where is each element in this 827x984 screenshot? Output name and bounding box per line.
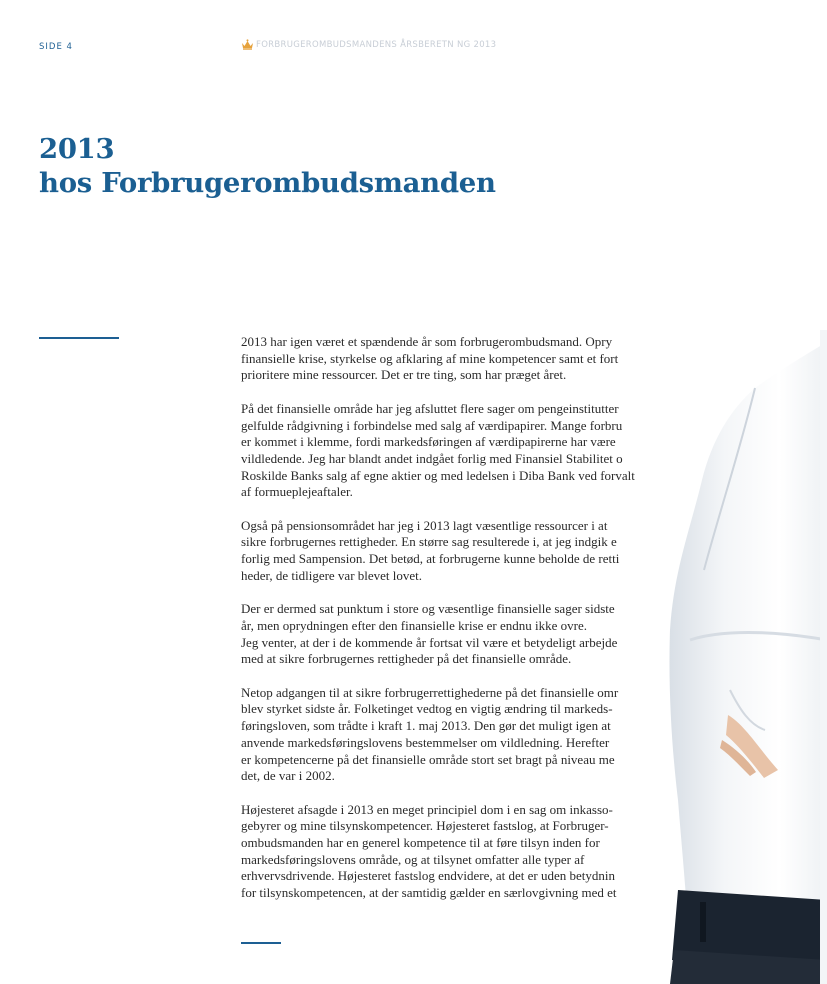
text-line: forlig med Sampension. Det betød, at forbrugerne kunne beholde de retti — [241, 551, 620, 567]
text-line: Også på pensionsområdet har jeg i 2013 lagt væsentlige ressourcer i at — [241, 517, 608, 533]
text-line: heder, de tidligere var blevet lovet. — [241, 567, 423, 583]
paragraph — [241, 802, 648, 902]
text-line: år, men oprydningen efter den finansielle krise er endnu ikke ovre. — [241, 617, 588, 633]
text-line: gebyrer og mine tilsynskompetencer. Højesteret fastslog, at Forbruger- — [241, 818, 609, 834]
paragraph — [241, 334, 648, 384]
article-body — [241, 334, 648, 904]
text-line: gelfulde rådgivning i forbindelse med salg af værdipapirer. Mange forbru — [241, 417, 623, 433]
crown-icon — [241, 39, 254, 50]
paragraph — [241, 401, 648, 501]
text-line: finansielle krise, styrkelse og afklaring af mine kompetencer samt et fort — [241, 350, 619, 366]
text-line: Der er dermed sat punktum i store og væsentlige finansielle sager sidste — [241, 601, 615, 617]
text-line: for tilsynskompetencen, at der samtidig gælder en særlovgivning med et — [241, 885, 617, 901]
text-line: det, de var i 2002. — [241, 768, 335, 784]
text-line: Roskilde Banks salg af egne aktier og med ledelsen i Diba Bank ved forvalt — [241, 467, 635, 483]
text-line: markedsføringslovens område, og at tilsynet omfatter alle typer af — [241, 851, 585, 867]
text-line: er kompetencerne på det finansielle område stort set bragt på niveau me — [241, 751, 615, 767]
running-title: FORBRUGEROMBUDSMANDENS ÅRSBERETN NG 2013 — [256, 39, 497, 50]
page-title — [39, 132, 496, 200]
divider-rule — [39, 337, 119, 339]
text-line: erhvervsdrivende. Højesteret fastslog endvidere, at det er uden betydnin — [241, 868, 615, 884]
end-rule — [241, 942, 281, 944]
paragraph — [241, 601, 648, 668]
title-year: 2013 — [39, 133, 115, 165]
text-line: anvende markedsføringslovens bestemmelser om vildledning. Herefter — [241, 734, 610, 750]
text-line: føringsloven, som trådte i kraft 1. maj 2013. Den gør det muligt igen at — [241, 718, 611, 734]
text-line: Netop adgangen til at sikre forbrugerrettighederne på det finansielle omr — [241, 684, 619, 700]
text-line: med at sikre forbrugernes rettigheder på det finansielle område. — [241, 651, 572, 667]
title-subtitle: hos Forbrugerombudsmanden — [39, 167, 496, 199]
text-line: er kommet i klemme, fordi markedsføringen af værdipapirerne har være — [241, 434, 616, 450]
page-number: SIDE 4 — [39, 42, 73, 52]
text-line: 2013 har igen været et spændende år som forbrugerombudsmand. Opry — [241, 334, 613, 349]
text-line: På det finansielle område har jeg afsluttet flere sager om pengeinstitutter — [241, 400, 619, 416]
text-line: prioritere mine ressourcer. Det er tre ting, som har præget året. — [241, 367, 567, 383]
person-photo — [660, 330, 827, 984]
text-line: vildledende. Jeg har blandt andet indgået forlig med Finansiel Stabilitet o — [241, 450, 623, 466]
running-header — [241, 39, 496, 50]
paragraph — [241, 518, 648, 585]
text-line: Jeg venter, at der i de kommende år fortsat vil være et betydeligt arbejde — [241, 634, 618, 650]
text-line: Højesteret afsagde i 2013 en meget principiel dom i en sag om inkasso- — [241, 801, 613, 817]
paragraph — [241, 685, 648, 785]
text-line: ombudsmanden har en generel kompetence til at føre tilsyn inden for — [241, 835, 600, 851]
text-line: af formueplejeaftaler. — [241, 484, 353, 500]
text-line: blev styrket sidste år. Folketinget vedtog en vigtig ændring til markeds- — [241, 701, 613, 717]
text-line: sikre forbrugernes rettigheder. En større sag resulterede i, at jeg indgik e — [241, 534, 617, 550]
